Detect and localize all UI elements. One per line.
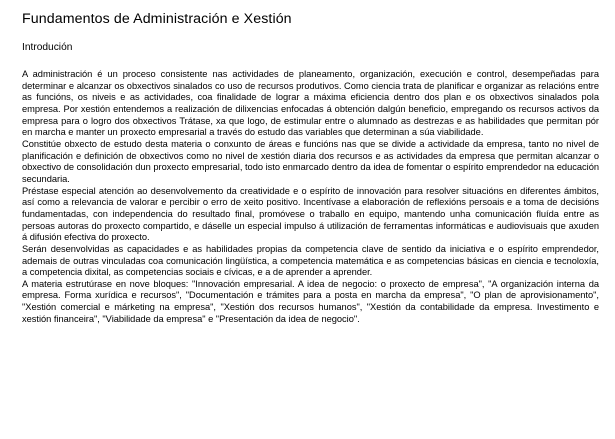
paragraph-study-object: Constitúe obxecto de estudo desta materia o conxunto de áreas e funcións nas que se divide a actividade da empresa, tanto no nivel de planificación e definición de obxectivos como no nivel de xestión diaria dos recursos e as actividades da empresa que permitan alcanzar o obxectivo de consolidación dun proxecto empresarial, todo isto enmarcado dentro da idea de fomentar o espírito emprendedor na educación secundaria. <box>22 138 599 184</box>
paragraph-competences: Serán desenvolvidas as capacidades e as habilidades propias da competencia clave de sentido da iniciativa e o espírito emprendedor, ademais de outras vinculadas coa comunicación lingüística, a competencia matemática e as competencias básicas en ciencia e tecnoloxía, a competencia dixital, as competencias sociais e cívicas, e a de aprender a aprender. <box>22 243 599 278</box>
section-heading-introduction: Introdución <box>22 42 73 53</box>
paragraph-administration: A administración é un proceso consistente nas actividades de planeamento, organización, execución e control, desempeñadas para determinar e alcanzar os obxectivos sinalados co uso de recursos produtivos. Como ciencia trata de planificar e organizar as relacións entre as funcións, os niveis e as actividades, coa finalidade de lograr a máxima eficiencia dentro dos plan e os obxectivos sinalados pola empresa. Por xestión entendemos a realización de dilixencias enfocadas á obtención dalgún beneficio, empregando os recursos activos da empresa para o logro dos obxectivos Trátase, xa que logo, de estimular entre o alumnado as destrezas e as habilidades que permitan pór en marcha e manter un proxecto empresarial a través do estudo das variables que determinan a súa viabilidade. <box>22 69 599 138</box>
paragraph-blocks: A materia estrutúrase en nove bloques: "Innovación empresarial. A idea de negocio: o proxecto de empresa", "A organización interna da empresa. Forma xurídica e recursos", "Documentación e trámites para a posta en marcha da empresa", "O plan de aprovisionamento", "Xestión comercial e márketing na empresa", "Xestión dos recursos humanos", "Xestión da contabilidade da empresa. Investimento e xestión financeira", "Viabilidade da empresa" e "Presentación da idea de negocio". <box>22 278 599 324</box>
document-title: Fundamentos de Administración e Xestión <box>22 11 292 27</box>
paragraph-creativity: Préstase especial atención ao desenvolvemento da creatividade e o espírito de innovación para resolver situacións en diferentes ámbitos, así como a relevancia de valorar e percibir o erro de xeito positivo. Incentívase a elaboración de reflexións persoais e a toma de decisións fundamentadas, con independencia do resultado final, promóvese o traballo en equipo, mantendo unha comunicación fluída entre as persoas autoras do proxecto compartido, e dáselle un especial impulso á utilización de ferramentas informáticas e audiovisuais que axuden á difusión efectiva do proxecto. <box>22 185 599 243</box>
document-body <box>22 69 599 325</box>
